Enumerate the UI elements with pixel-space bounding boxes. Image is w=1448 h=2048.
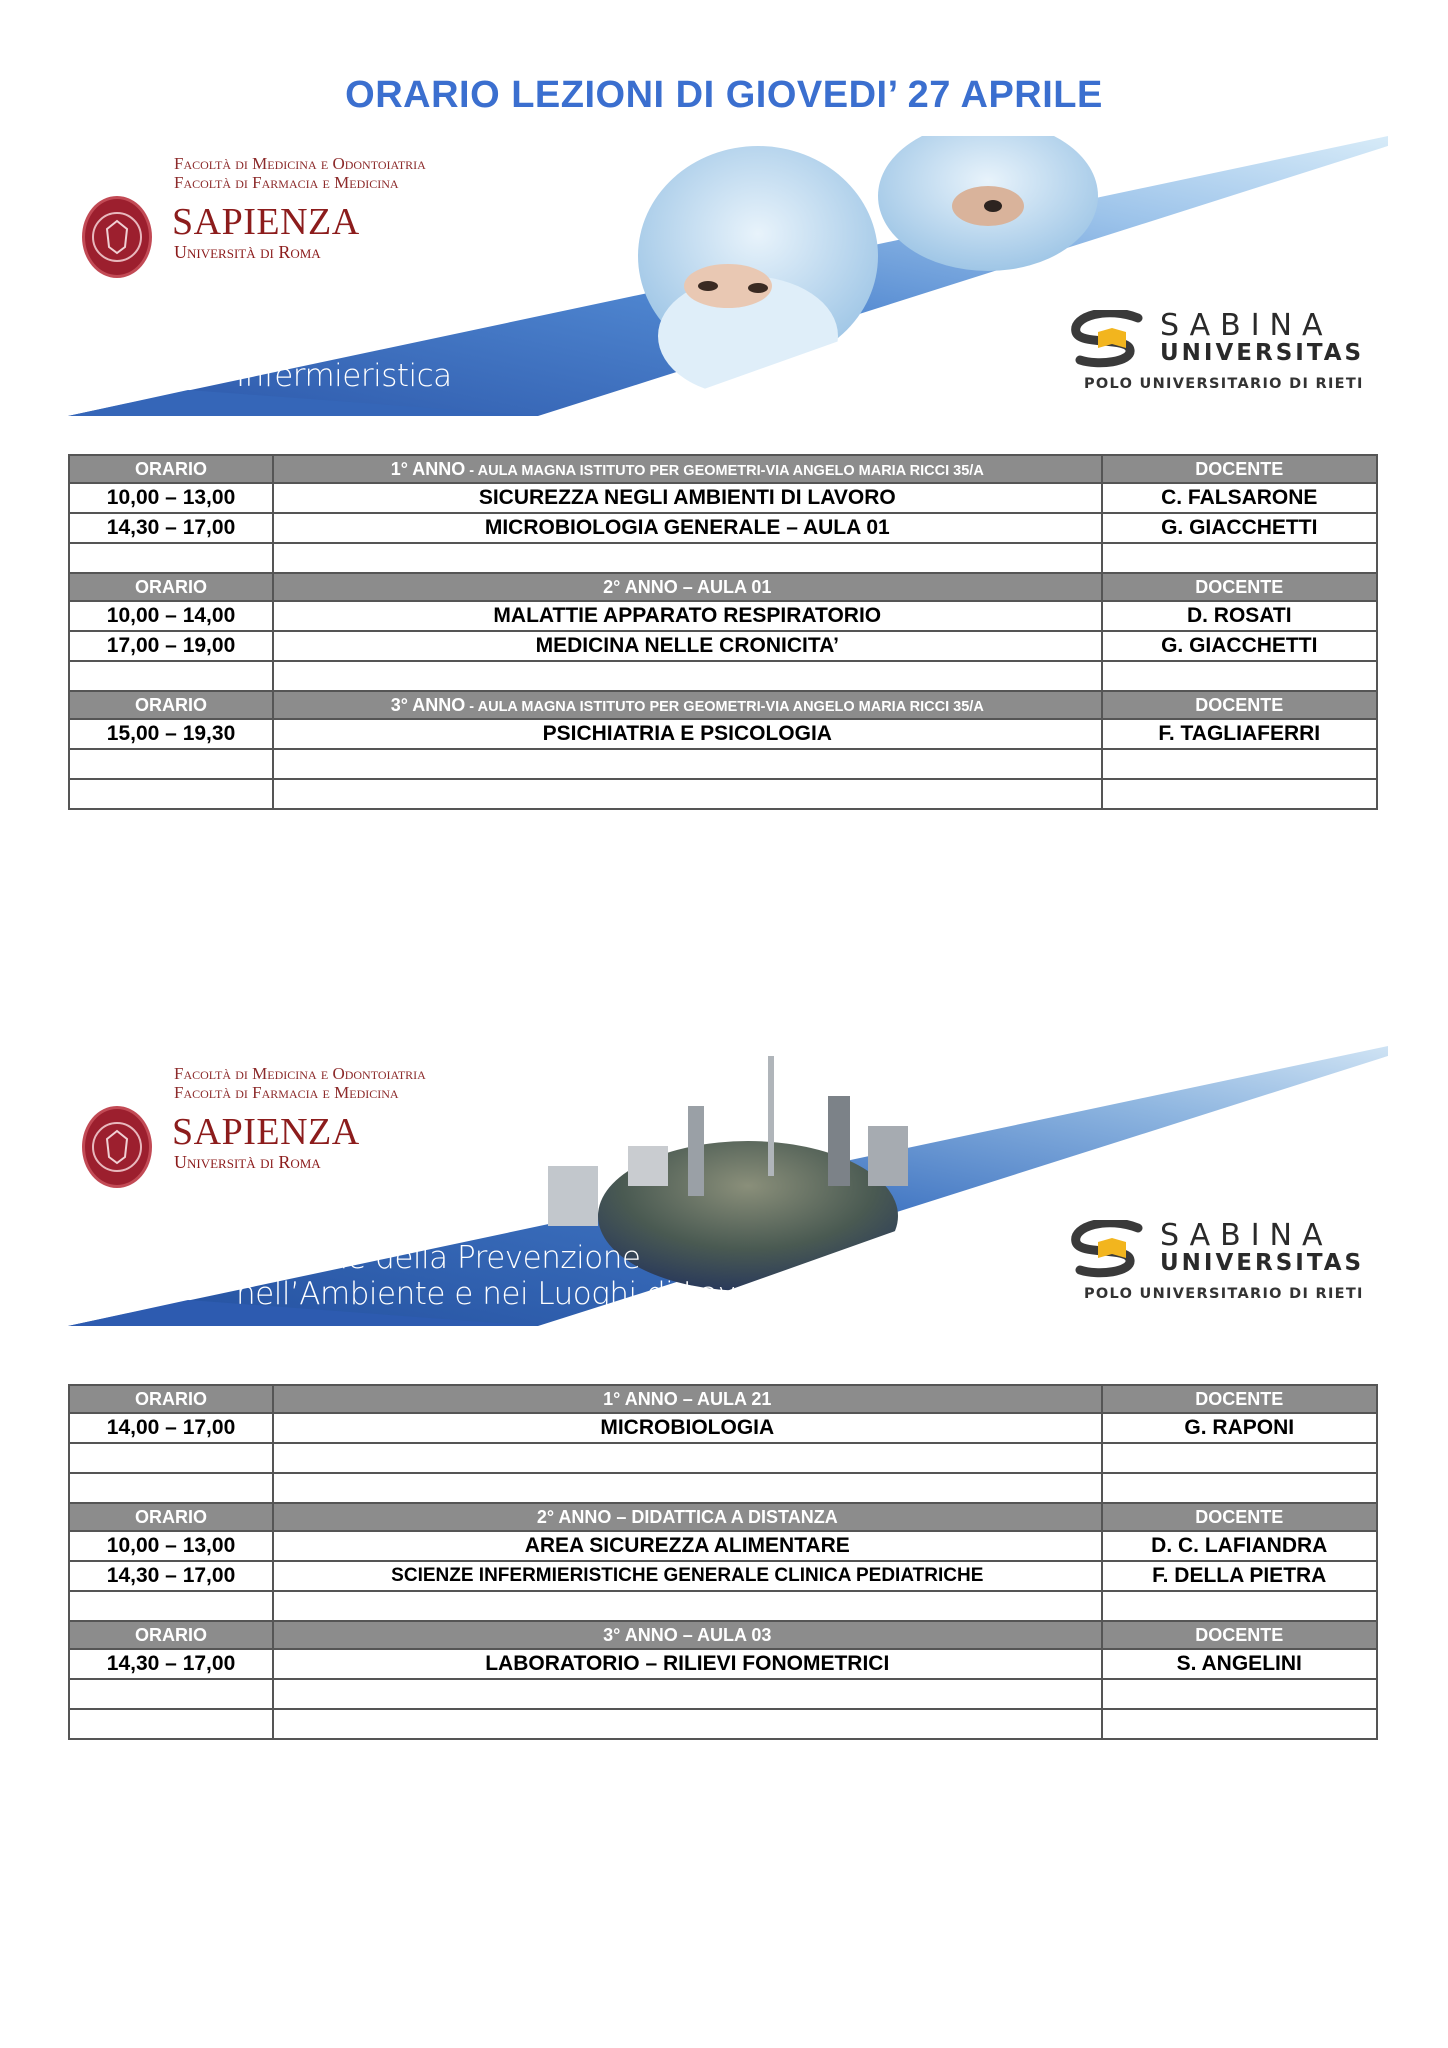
anno-label: 3° ANNO – AULA 03 (603, 1624, 772, 1645)
anno-label: 1° ANNO (390, 458, 466, 479)
cell-time (69, 1709, 273, 1739)
header-anno (273, 455, 1101, 483)
header-orario: ORARIO (69, 455, 273, 483)
table-header-row (69, 1503, 1377, 1531)
schedule-table-infermieristica (68, 454, 1378, 810)
cell-subject (273, 543, 1101, 573)
table-row (69, 1561, 1377, 1591)
cell-teacher (1102, 1709, 1378, 1739)
faculty-names: Facoltà di Medicina e Odontoiatria Facoltà di Farmacia e Medicina (174, 154, 426, 192)
cell-teacher (1102, 543, 1378, 573)
cell-time (69, 749, 273, 779)
course-name: Infermieristica (236, 358, 452, 394)
cell-time: 10,00 – 14,00 (69, 601, 273, 631)
table-row (69, 749, 1377, 779)
anno-label: 1° ANNO – AULA 21 (603, 1388, 772, 1409)
header-docente: DOCENTE (1102, 455, 1378, 483)
sapienza-seal (82, 1106, 152, 1188)
header-docente: DOCENTE (1102, 573, 1378, 601)
sabina-logo: SABINA UNIVERSITAS POLO UNIVERSITARIO DI RIETI (1068, 1218, 1378, 1308)
cell-time: 10,00 – 13,00 (69, 483, 273, 513)
header-docente: DOCENTE (1102, 1621, 1378, 1649)
table-header-row (69, 1385, 1377, 1413)
table-row (69, 661, 1377, 691)
cell-subject (273, 1443, 1101, 1473)
cell-subject: MALATTIE APPARATO RESPIRATORIO (273, 601, 1101, 631)
banner-infermieristica (68, 136, 1388, 416)
table-row (69, 1709, 1377, 1739)
cell-teacher (1102, 1443, 1378, 1473)
cell-teacher (1102, 749, 1378, 779)
header-docente: DOCENTE (1102, 691, 1378, 719)
cell-teacher: G. GIACCHETTI (1102, 513, 1378, 543)
cell-time: 14,00 – 17,00 (69, 1413, 273, 1443)
table-row (69, 483, 1377, 513)
header-anno (273, 573, 1101, 601)
cell-time (69, 661, 273, 691)
table-row (69, 1591, 1377, 1621)
sapienza-name: SAPIENZA (172, 201, 360, 243)
cell-subject (273, 661, 1101, 691)
cell-subject: SICUREZZA NEGLI AMBIENTI DI LAVORO (273, 483, 1101, 513)
cell-subject: SCIENZE INFERMIERISTICHE GENERALE CLINICA PEDIATRICHE (273, 1561, 1101, 1591)
cell-time: 17,00 – 19,00 (69, 631, 273, 661)
cell-time: 14,30 – 17,00 (69, 1649, 273, 1679)
table-header-row (69, 455, 1377, 483)
cell-subject (273, 749, 1101, 779)
cell-teacher: D. C. LAFIANDRA (1102, 1531, 1378, 1561)
sapienza-seal (82, 196, 152, 278)
table-row (69, 1679, 1377, 1709)
cell-teacher (1102, 1679, 1378, 1709)
header-docente: DOCENTE (1102, 1503, 1378, 1531)
header-orario: ORARIO (69, 1621, 273, 1649)
page-title: ORARIO LEZIONI DI GIOVEDI’ 27 APRILE (345, 74, 1103, 116)
header-orario: ORARIO (69, 573, 273, 601)
cell-subject (273, 779, 1101, 809)
cell-time: 14,30 – 17,00 (69, 513, 273, 543)
sabina-logo: SABINA UNIVERSITAS POLO UNIVERSITARIO DI RIETI (1068, 308, 1378, 398)
table-row (69, 719, 1377, 749)
header-orario: ORARIO (69, 1385, 273, 1413)
cell-time (69, 1679, 273, 1709)
cell-time (69, 543, 273, 573)
cell-subject (273, 1591, 1101, 1621)
cell-time (69, 1473, 273, 1503)
cell-time (69, 1591, 273, 1621)
cell-time (69, 1443, 273, 1473)
cell-time: 14,30 – 17,00 (69, 1561, 273, 1591)
table-row (69, 543, 1377, 573)
cell-teacher (1102, 661, 1378, 691)
university-name: Università di Roma (174, 242, 321, 262)
banner-prevenzione (68, 1046, 1388, 1326)
table-row (69, 1531, 1377, 1561)
cell-time: 10,00 – 13,00 (69, 1531, 273, 1561)
cell-subject: AREA SICUREZZA ALIMENTARE (273, 1531, 1101, 1561)
cell-subject (273, 1679, 1101, 1709)
header-anno (273, 1385, 1101, 1413)
table-row (69, 601, 1377, 631)
schedule-table-prevenzione (68, 1384, 1378, 1740)
table-header-row (69, 1621, 1377, 1649)
cell-subject (273, 1709, 1101, 1739)
cell-teacher: D. ROSATI (1102, 601, 1378, 631)
cell-subject: MEDICINA NELLE CRONICITA’ (273, 631, 1101, 661)
cell-subject: LABORATORIO – RILIEVI FONOMETRICI (273, 1649, 1101, 1679)
cell-time (69, 779, 273, 809)
anno-label: 3° ANNO (390, 694, 466, 715)
cell-teacher (1102, 1591, 1378, 1621)
cell-teacher: F. TAGLIAFERRI (1102, 719, 1378, 749)
cell-subject (273, 1473, 1101, 1503)
cell-subject: MICROBIOLOGIA GENERALE – AULA 01 (273, 513, 1101, 543)
cell-subject: MICROBIOLOGIA (273, 1413, 1101, 1443)
cell-teacher: C. FALSARONE (1102, 483, 1378, 513)
cell-teacher: S. ANGELINI (1102, 1649, 1378, 1679)
table-row (69, 513, 1377, 543)
faculty-names: Facoltà di Medicina e Odontoiatria Facoltà di Farmacia e Medicina (174, 1064, 426, 1102)
table-row (69, 1443, 1377, 1473)
anno-label: 2° ANNO – DIDATTICA A DISTANZA (536, 1506, 838, 1527)
university-name: Università di Roma (174, 1152, 321, 1172)
header-anno (273, 1621, 1101, 1649)
header-anno (273, 1503, 1101, 1531)
anno-label: 2° ANNO – AULA 01 (603, 576, 772, 597)
cell-teacher: G. GIACCHETTI (1102, 631, 1378, 661)
header-docente: DOCENTE (1102, 1385, 1378, 1413)
cell-teacher: G. RAPONI (1102, 1413, 1378, 1443)
table-row (69, 1413, 1377, 1443)
header-anno (273, 691, 1101, 719)
cell-subject: PSICHIATRIA E PSICOLOGIA (273, 719, 1101, 749)
table-row (69, 1649, 1377, 1679)
anno-location: - AULA MAGNA ISTITUTO PER GEOMETRI-VIA ANGELO MARIA RICCI 35/A (465, 698, 984, 715)
table-row (69, 631, 1377, 661)
header-orario: ORARIO (69, 1503, 273, 1531)
cell-teacher: F. DELLA PIETRA (1102, 1561, 1378, 1591)
header-orario: ORARIO (69, 691, 273, 719)
table-header-row (69, 691, 1377, 719)
table-row (69, 779, 1377, 809)
table-row (69, 1473, 1377, 1503)
cell-teacher (1102, 779, 1378, 809)
cell-teacher (1102, 1473, 1378, 1503)
course-name: Tecniche della Prevenzione nell’Ambiente e nei Luoghi di Lavoro (236, 1240, 785, 1312)
anno-location: - AULA MAGNA ISTITUTO PER GEOMETRI-VIA ANGELO MARIA RICCI 35/A (465, 462, 984, 479)
sapienza-name: SAPIENZA (172, 1111, 360, 1153)
table-header-row (69, 573, 1377, 601)
cell-time: 15,00 – 19,30 (69, 719, 273, 749)
